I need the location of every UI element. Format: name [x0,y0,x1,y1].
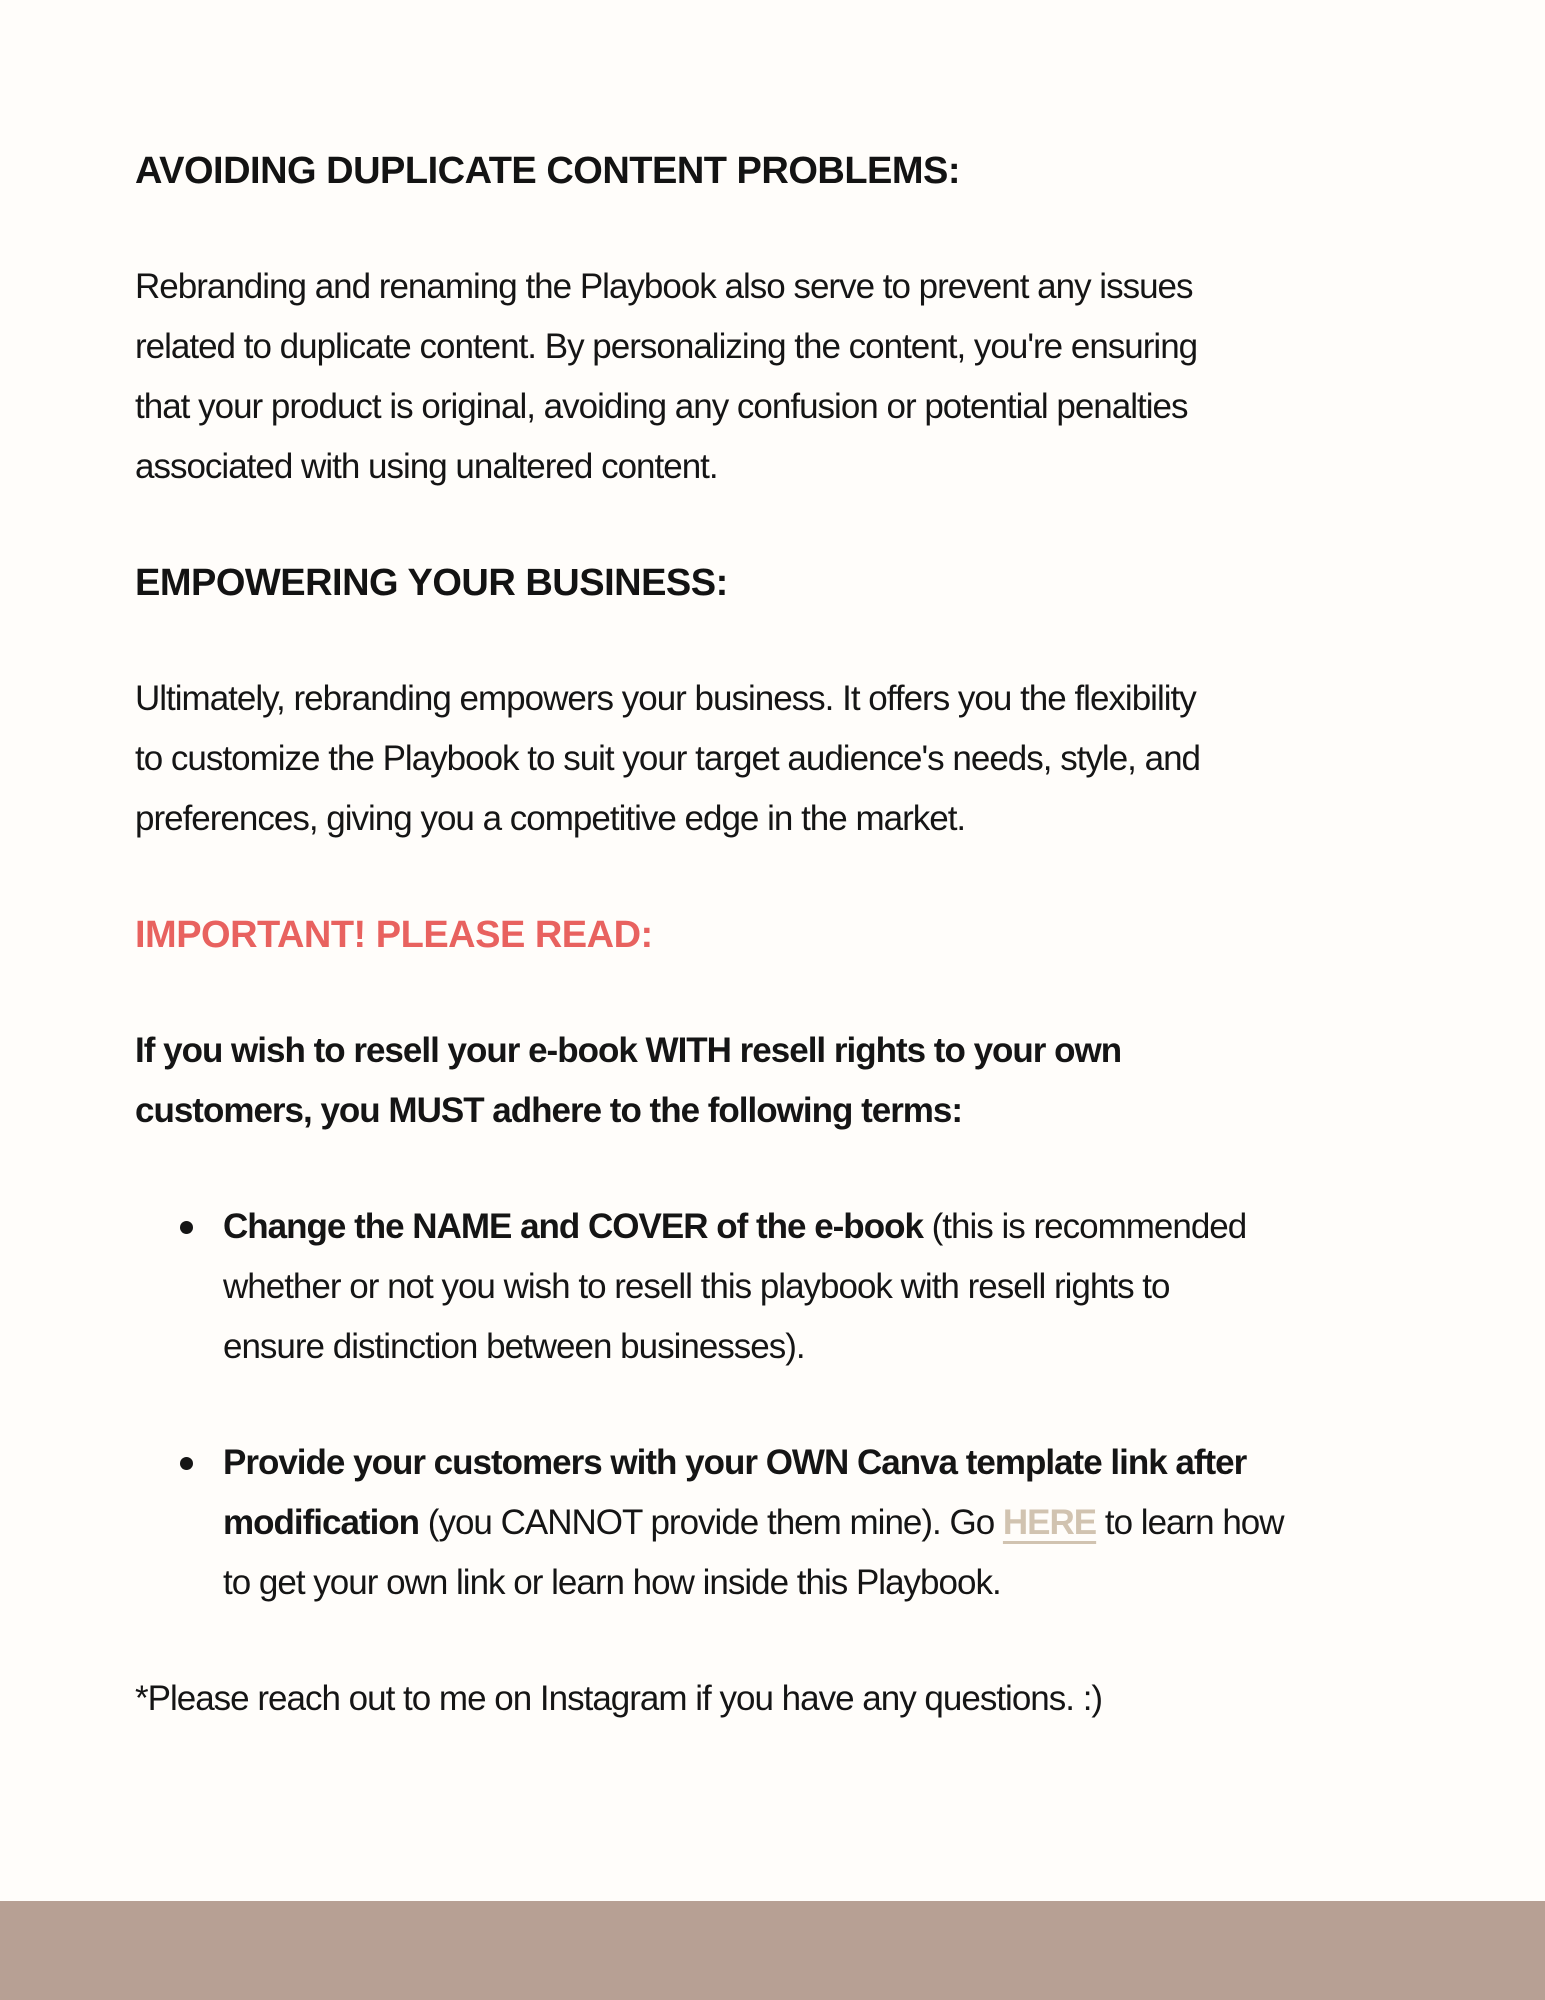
bullet-text [223,1433,1425,1613]
paragraph-line: associated with using unaltered content. [135,447,718,486]
bullet-line: to get your own link or learn how inside this Playbook. [223,1563,1001,1602]
paragraph-line: Rebranding and renaming the Playbook also serve to prevent any issues [135,267,1193,306]
bullet-text [223,1197,1425,1377]
footer-color-bar [0,1901,1545,2000]
paragraph-line: to customize the Playbook to suit your target audience's needs, style, and [135,739,1201,778]
paragraph-resell-terms [135,1021,1425,1141]
bullet-item-own-canva-link [180,1433,1425,1613]
bullet-line-mid: (you CANNOT provide them mine). Go [419,1503,1003,1542]
bullet-item-change-name-cover [180,1197,1425,1377]
paragraph-duplicate-content [135,257,1425,497]
heading-text: EMPOWERING YOUR BUSINESS: [135,562,728,604]
section-heading-important [135,905,1425,965]
bullet-icon [180,1221,193,1234]
bullet-line: Provide your customers with your OWN Canva template link after [223,1443,1247,1482]
section-heading-duplicate-content [135,141,1425,201]
paragraph-line: If you wish to resell your e-book WITH resell rights to your own [135,1031,1122,1070]
section-heading-empowering [135,553,1425,613]
paragraph-line: related to duplicate content. By personalizing the content, you're ensuring [135,327,1198,366]
paragraph-line: Ultimately, rebranding empowers your business. It offers you the flexibility [135,679,1196,718]
here-link[interactable]: HERE [1002,1503,1097,1542]
paragraph-line: that your product is original, avoiding any confusion or potential penalties [135,387,1188,426]
paragraph-line: preferences, giving you a competitive edge in the market. [135,799,966,838]
bullet-line-rest: (this is recommended [922,1207,1247,1246]
paragraph-empowering [135,669,1425,849]
bullet-line: ensure distinction between businesses). [223,1327,805,1366]
bullet-icon [180,1457,193,1470]
heading-text: IMPORTANT! PLEASE READ: [135,914,653,956]
paragraph-line: customers, you MUST adhere to the following terms: [135,1091,963,1130]
bullet-lead-bold: Change the NAME and COVER of the e-book [223,1207,923,1246]
bullet-line [223,1493,1425,1553]
footer-note [135,1669,1425,1729]
bullet-line-rest: to learn how [1096,1503,1284,1542]
footer-note-text: *Please reach out to me on Instagram if you have any questions. :) [135,1679,1103,1718]
heading-text: AVOIDING DUPLICATE CONTENT PROBLEMS: [135,150,961,192]
bullet-lead-bold: modification [223,1503,420,1542]
bullet-line: whether or not you wish to resell this playbook with resell rights to [223,1267,1170,1306]
bullet-line [223,1197,1425,1257]
